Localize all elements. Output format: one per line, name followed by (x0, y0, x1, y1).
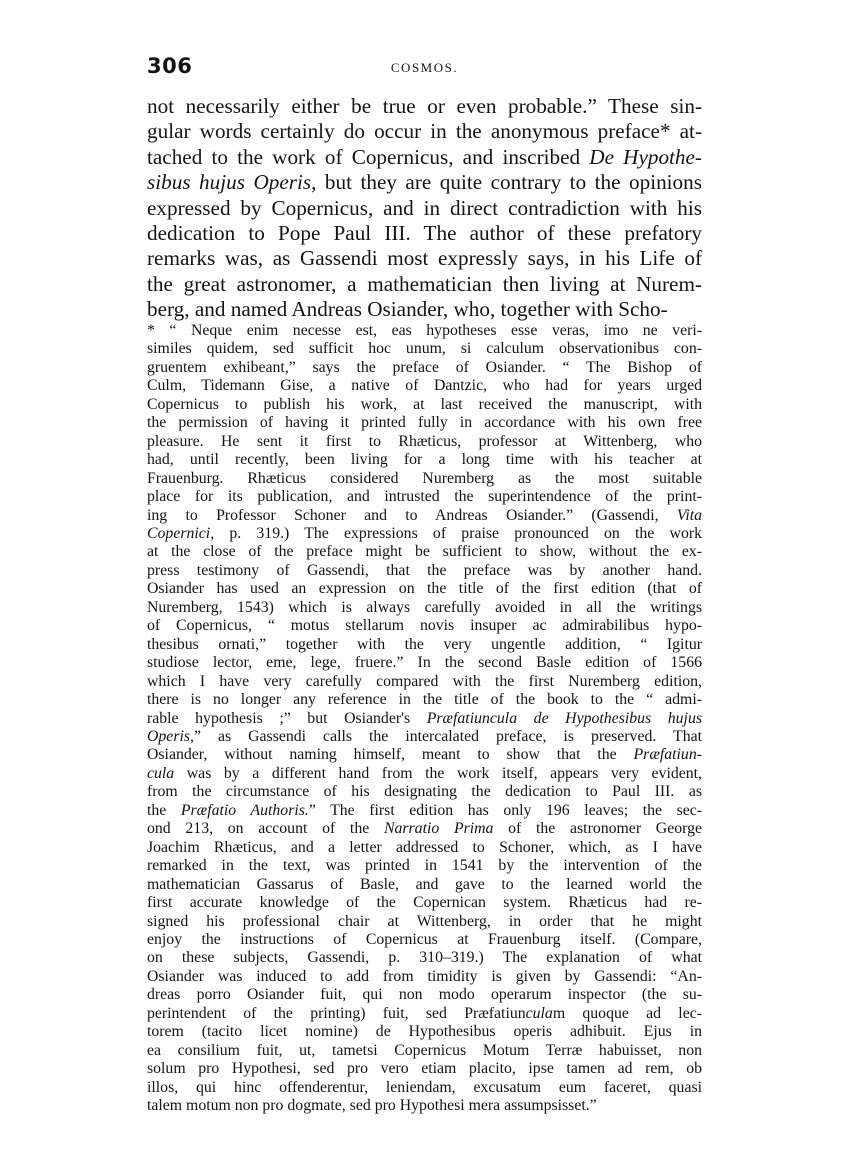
footnote-line: first accurate knowledge of the Copernican system. Rhæticus had re- (147, 894, 702, 912)
footnote-line: Copernici, p. 319.) The expressions of praise pronounced on the work (147, 524, 702, 542)
footnote-line: Osiander was induced to add from timidity is given by Gassendi: “An- (147, 967, 702, 985)
footnote-line: ond 213, on account of the Narratio Prima of the astronomer George (147, 820, 702, 838)
footnote-line: mathematician Gassarus of Basle, and gave to the learned world the (147, 875, 702, 893)
footnote-line: talem motum non pro dogmate, sed pro Hypothesi mera assumpsisset.” (147, 1097, 597, 1115)
footnote-line: studiose lector, eme, lege, fruere.” In the second Basle edition of 1566 (147, 654, 702, 672)
footnote-line: the Præfatio Authoris.” The first edition has only 196 leaves; the sec- (147, 801, 702, 819)
footnote-line: place for its publication, and intrusted the superintendence of the print- (147, 488, 702, 506)
main-text-line: dedication to Pope Paul III. The author of these prefatory (147, 221, 702, 246)
footnote-line: signed his professional chair at Wittenberg, in order that he might (147, 912, 702, 930)
main-text-line: tached to the work of Copernicus, and inscribed De Hypothe- (147, 144, 702, 169)
footnote-line: Osiander has used an expression on the title of the first edition (that of (147, 580, 702, 598)
page-number: 306 (147, 54, 193, 78)
main-text-line: sibus hujus Operis, but they are quite contrary to the opinions (147, 170, 702, 195)
footnote-line: the permission of having it printed fully in accordance with his own free (147, 414, 702, 432)
footnote-line: at the close of the preface might be sufficient to show, without the ex- (147, 543, 702, 561)
footnote-line: from the circumstance of his designating the dedication to Paul III. as (147, 783, 702, 801)
main-paragraph (147, 94, 702, 323)
footnote-line: remarked in the text, was printed in 1541 by the intervention of the (147, 857, 702, 875)
main-text-line: remarks was, as Gassendi most expressly says, in his Life of (147, 246, 702, 271)
footnote-line: Operis,” as Gassendi calls the intercalated preface, is preserved. That (147, 727, 702, 745)
footnote-line: illos, qui hinc offenderentur, leniendam, excusatum eum faceret, quasi (147, 1078, 702, 1096)
footnote-line: gruentem exhibeant,” says the preface of Osiander. “ The Bishop of (147, 358, 702, 376)
footnote-line: press testimony of Gassendi, that the preface was by another hand. (147, 561, 702, 579)
footnote-line: perintendent of the printing) fuit, sed Præfatiunculam quoque ad lec- (147, 1004, 702, 1022)
footnote-line: torem (tacito licet nomine) de Hypothesibus operis adhibuit. Ejus in (147, 1023, 702, 1041)
footnote-line: ing to Professor Schoner and to Andreas Osiander.” (Gassendi, Vita (147, 506, 702, 524)
footnote-line: there is no longer any reference in the title of the book to the “ admi- (147, 691, 702, 709)
main-text-line: gular words certainly do occur in the anonymous preface* at- (147, 119, 702, 144)
page-header (147, 54, 702, 84)
footnote-line: solum pro Hypothesi, sed pro vero etiam placito, ipse tamen ad rem, ob (147, 1060, 702, 1078)
footnote-line: Osiander, without naming himself, meant to show that the Præfatiun- (147, 746, 702, 764)
main-text-line: berg, and named Andreas Osiander, who, together with Scho- (147, 297, 668, 322)
main-text-line: expressed by Copernicus, and in direct contradiction with his (147, 195, 702, 220)
footnote-line: pleasure. He sent it first to Rhæticus, professor at Wittenberg, who (147, 432, 702, 450)
footnote-line: on these subjects, Gassendi, p. 310–319.) The explanation of what (147, 949, 702, 967)
footnote-line: enjoy the instructions of Copernicus at Frauenburg itself. (Compare, (147, 930, 702, 948)
footnote-line: had, until recently, been living for a long time with his teacher at (147, 451, 702, 469)
footnote-line: Copernicus to publish his work, at last received the manuscript, with (147, 395, 702, 413)
footnote-line: Joachim Rhæticus, and a letter addressed to Schoner, which, as I have (147, 838, 702, 856)
footnote-line: Culm, Tidemann Gise, a native of Dantzic, who had for years urged (147, 377, 702, 395)
footnote-line: of Copernicus, “ motus stellarum novis insuper ac admirabilibus hypo- (147, 617, 702, 635)
footnote-line: rable hypothesis ;” but Osiander's Præfatiuncula de Hypothesibus hujus (147, 709, 702, 727)
main-text-line: the great astronomer, a mathematician then living at Nurem- (147, 271, 702, 296)
main-text-line: not necessarily either be true or even probable.” These sin- (147, 94, 702, 118)
footnote-line: cula was by a different hand from the work itself, appears very evident, (147, 764, 702, 782)
footnote (147, 322, 702, 1115)
footnote-line: which I have very carefully compared with the first Nuremberg edition, (147, 672, 702, 690)
footnote-line: similes quidem, sed sufficit hoc unum, si calculum observationibus con- (147, 340, 702, 358)
footnote-line: thesibus ornati,” together with the very ungentle addition, “ Igitur (147, 635, 702, 653)
footnote-line: Frauenburg. Rhæticus considered Nuremberg as the most suitable (147, 469, 702, 487)
footnote-line: * “ Neque enim necesse est, eas hypotheses esse veras, imo ne veri- (147, 322, 702, 339)
footnote-line: dreas porro Osiander fuit, qui non modo operarum inspector (the su- (147, 986, 702, 1004)
footnote-line: Nuremberg, 1543) which is always carefully avoided in all the writings (147, 598, 702, 616)
footnote-line: ea consilium fuit, ut, tametsi Copernicus Motum Terræ habuisset, non (147, 1041, 702, 1059)
running-title: COSMOS. (390, 60, 459, 75)
